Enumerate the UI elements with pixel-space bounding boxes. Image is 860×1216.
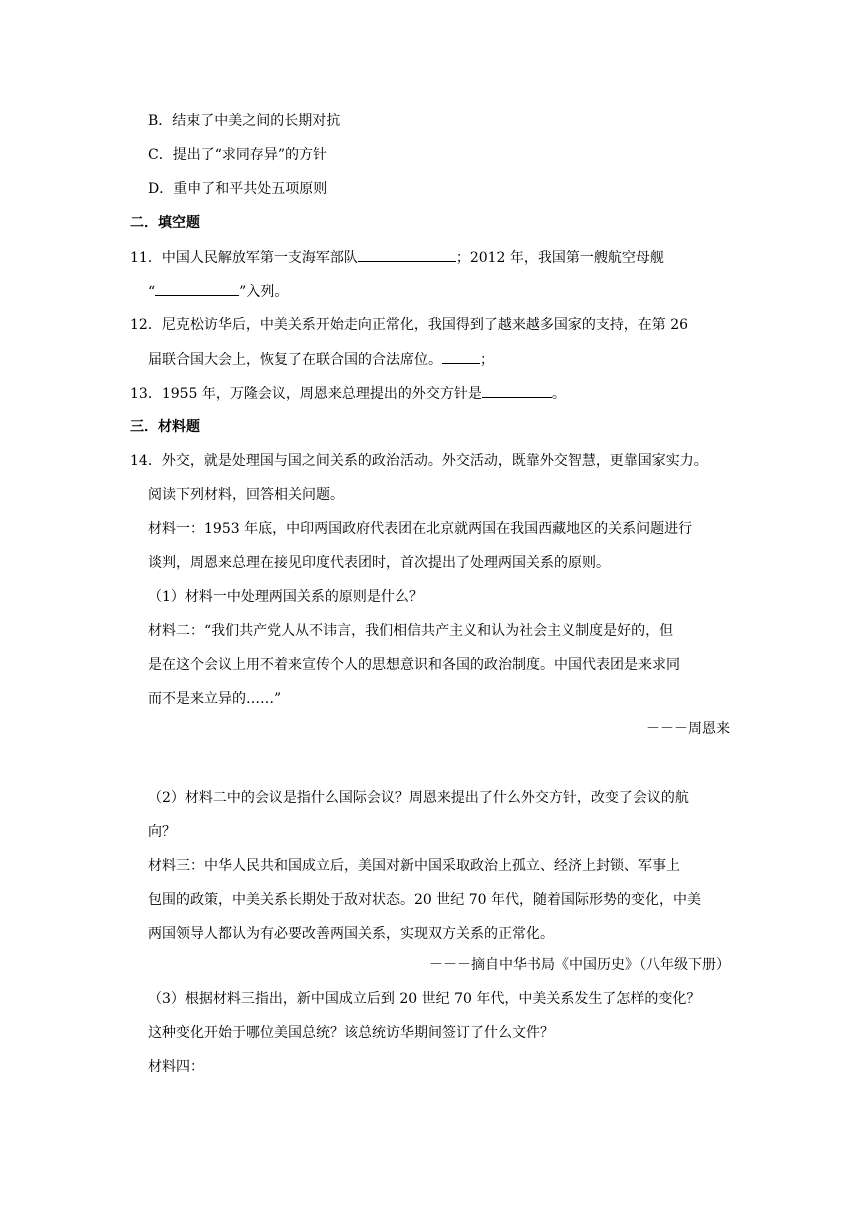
- q13-blank[interactable]: [482, 383, 552, 398]
- material-3-line-3: 两国领导人都认为有必要改善两国关系，实现双方关系的正常化。: [148, 926, 554, 942]
- q11-text-c: ”入列。: [239, 284, 289, 300]
- q14-intro-line-1: 14．外交，就是处理国与国之间关系的政治活动。外交活动，既靠外交智慧，更靠国家实力。: [130, 453, 708, 469]
- option-b: B．结束了中美之间的长期对抗: [148, 113, 341, 129]
- q11-text-b: ；2012 年，我国第一艘航空母舰: [455, 250, 664, 266]
- q12-blank[interactable]: [442, 349, 480, 364]
- sub-question-3-line-2: 这种变化开始于哪位美国总统？该总统访华期间签订了什么文件？: [148, 1025, 554, 1041]
- q14-intro-line-2: 阅读下列材料，回答相关问题。: [148, 487, 344, 503]
- material-2-source: －－－周恩来: [646, 721, 730, 737]
- section-fill-in-blank: 二．填空题: [130, 215, 200, 231]
- material-2-line-3: 而不是来立异的……”: [148, 691, 282, 707]
- q12-line-2: [148, 349, 494, 370]
- q11-blank-1[interactable]: [358, 247, 456, 262]
- q13-text-a: 13．1955 年，万隆会议，周恩来总理提出的外交方针是: [130, 386, 482, 402]
- q12-line-1: 12．尼克松访华后，中美关系开始走向正常化，我国得到了越来越多国家的支持，在第 26: [130, 317, 689, 333]
- option-d: D．重申了和平共处五项原则: [148, 181, 328, 197]
- sub-question-2-line-2: 向？: [148, 824, 176, 840]
- q13-line-1: [130, 383, 566, 404]
- material-3-line-1: 材料三：中华人民共和国成立后，美国对新中国采取政治上孤立、经济上封锁、军事上: [148, 858, 680, 874]
- q13-text-b: 。: [551, 386, 566, 402]
- material-2-line-2: 是在这个会议上用不着来宣传个人的思想意识和各国的政治制度。中国代表团是来求同: [148, 657, 680, 673]
- q12-text-b: ；: [480, 352, 494, 368]
- material-4-label: 材料四：: [148, 1059, 204, 1075]
- sub-question-3-line-1: （3）根据材料三指出，新中国成立后到 20 世纪 70 年代，中美关系发生了怎样的变化？: [148, 991, 701, 1007]
- material-1-line-2: 谈判，周恩来总理在接见印度代表团时，首次提出了处理两国关系的原则。: [148, 555, 610, 571]
- sub-question-1: （1）材料一中处理两国关系的原则是什么？: [148, 589, 423, 605]
- material-3-source: －－－摘自中华书局《中国历史》（八年级下册）: [429, 957, 730, 973]
- q11-line-2: [148, 281, 288, 302]
- q11-quote-open: “: [148, 284, 156, 300]
- material-1-line-1: 材料一：1953 年底，中印两国政府代表团在北京就两国在我国西藏地区的关系问题进行: [148, 521, 693, 537]
- material-2-line-1: 材料二：“我们共产党人从不讳言，我们相信共产主义和认为社会主义制度是好的，但: [148, 623, 674, 639]
- sub-question-2-line-1: （2）材料二中的会议是指什么国际会议？周恩来提出了什么外交方针，改变了会议的航: [148, 790, 689, 806]
- q11-blank-2[interactable]: [155, 281, 239, 296]
- material-3-line-2: 包围的政策，中美关系长期处于敌对状态。20 世纪 70 年代，随着国际形势的变化，中美: [148, 892, 701, 908]
- q11-text-a: 11．中国人民解放军第一支海军部队: [130, 250, 358, 266]
- q11-line-1: [130, 247, 664, 268]
- section-material: 三．材料题: [130, 419, 200, 435]
- option-c: C．提出了“求同存异”的方针: [148, 147, 328, 163]
- q12-text-a: 届联合国大会上，恢复了在联合国的合法席位。: [148, 352, 442, 368]
